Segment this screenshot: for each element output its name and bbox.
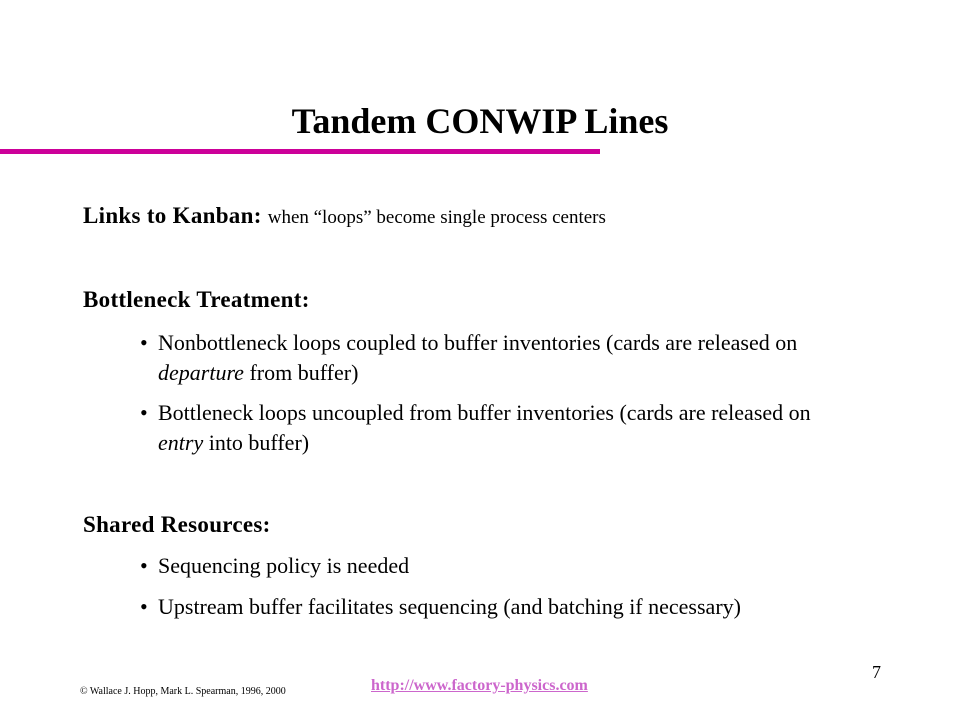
bullet-text: Sequencing policy is needed bbox=[158, 553, 410, 578]
bullet-text: Nonbottleneck loops coupled to buffer inventories (cards are released on departure from buffer) bbox=[158, 330, 798, 385]
section-heading-shared-resources: Shared Resources: bbox=[83, 512, 271, 537]
bullet-item bbox=[140, 328, 860, 388]
heading-subtext: when “loops” become single process centers bbox=[267, 207, 606, 228]
section-heading-bottleneck-treatment: Bottleneck Treatment: bbox=[83, 287, 310, 312]
slide-title: Tandem CONWIP Lines bbox=[291, 101, 669, 141]
bullet-text: Bottleneck loops uncoupled from buffer inventories (cards are released on entry into buffer) bbox=[158, 400, 811, 455]
bullet-dot: • bbox=[140, 594, 148, 619]
bullet-item bbox=[140, 551, 860, 581]
emphasis-entry: entry bbox=[158, 430, 204, 455]
bullet-dot: • bbox=[140, 553, 148, 578]
bullet-text: Upstream buffer facilitates sequencing (and batching if necessary) bbox=[158, 594, 741, 619]
emphasis-departure: departure bbox=[158, 360, 244, 385]
page-number: 7 bbox=[872, 662, 881, 682]
bullet-dot: • bbox=[140, 400, 148, 425]
heading-label: Links to Kanban: bbox=[83, 203, 262, 228]
bullet-item bbox=[140, 398, 860, 458]
bullet-dot: • bbox=[140, 330, 148, 355]
title-underline bbox=[0, 149, 600, 154]
copyright-notice: © Wallace J. Hopp, Mark L. Spearman, 1996, 2000 bbox=[80, 686, 286, 697]
bullet-item bbox=[140, 592, 860, 622]
website-link[interactable]: http://www.factory-physics.com bbox=[371, 677, 588, 694]
section-heading-links-to-kanban bbox=[83, 203, 606, 229]
